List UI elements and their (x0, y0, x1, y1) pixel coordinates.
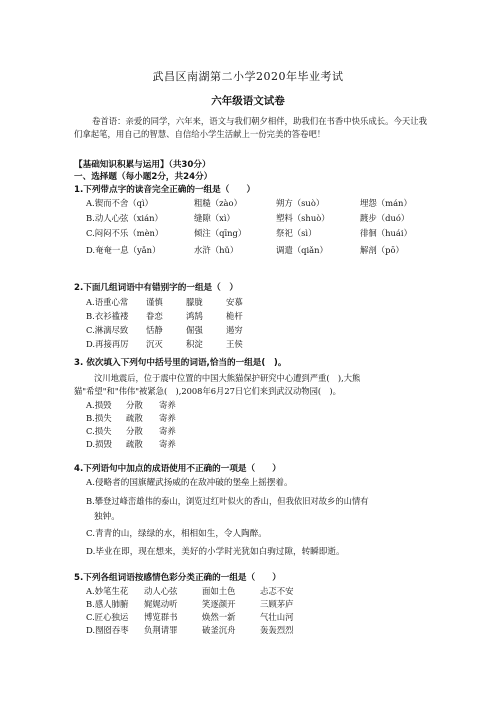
option-cell: B.动人心弦（xián） (86, 213, 163, 223)
q1-option-a (86, 198, 412, 209)
option-cell: 桅杆 (226, 311, 243, 321)
option-cell: 积淀 (186, 339, 203, 349)
option-cell: 娓娓动听 (144, 599, 178, 609)
exam-title: 武昌区南湖第二小学2020年毕业考试 (152, 70, 344, 83)
q4-option-d: D.毕业在即，现在想来，美好的小学时光犹如白驹过隙，转瞬即逝。 (86, 547, 345, 557)
option-cell: 焕然一新 (202, 612, 236, 622)
option-cell: B.衣衫褴褛 (86, 311, 129, 321)
q5-option-d (86, 625, 294, 636)
q1-option-b (86, 213, 409, 224)
option-cell: 水浒（hǔ） (194, 245, 239, 255)
option-cell: 徘徊（huái） (360, 228, 412, 238)
option-cell: 笑逐颜开 (202, 599, 236, 609)
option-cell: 动人心弦 (144, 586, 178, 596)
option-cell: C.损失 (86, 426, 112, 436)
option-cell: C.匠心独运 (86, 612, 129, 622)
option-cell: 寄养 (159, 426, 176, 436)
section-heading: 【基础知识积累与运用】（共30分） (74, 160, 211, 170)
q4-option-b-line-1: B.攀登过峰峦雄伟的泰山，浏览过红叶似火的香山，但我依旧对故乡的山情有 (86, 496, 369, 506)
option-cell: 朔方（suò） (276, 198, 325, 208)
q5-option-b (86, 599, 294, 610)
option-cell: 面如土色 (202, 586, 236, 596)
choice-section-heading: 一、选择题（每小题2分，共24分） (74, 172, 213, 182)
option-cell: C.淋漓尽致 (86, 325, 129, 335)
option-cell: 负荆请罪 (144, 625, 178, 635)
option-cell: 倾注（qīng） (194, 228, 247, 238)
option-cell: 气壮山河 (260, 612, 294, 622)
option-cell: 调遣（qiǎn） (276, 245, 328, 255)
option-cell: 破釜沉舟 (202, 625, 236, 635)
option-cell: A.锲而不舍（qì） (86, 198, 153, 208)
q2-option-c (86, 325, 243, 336)
option-cell: B.损失 (86, 413, 112, 423)
q2-option-a (86, 297, 243, 308)
intro-paragraph: 卷首语：亲爱的同学，六年来，语文与我们朝夕相伴，助我们在书香中快乐成长。今天让我们拿起笔，用自己的智慧、自信给小学生活献上一份完美的答卷吧！ (74, 116, 427, 139)
option-cell: 眷恋 (146, 311, 163, 321)
option-cell: 博览群书 (144, 612, 178, 622)
q4-option-a: A.侵略者的国旗耀武扬威的在敌冲破的堡垒上摇摆着。 (86, 478, 293, 488)
option-cell: 踱步（duó） (360, 213, 410, 223)
q1-option-c (86, 228, 412, 239)
q1-option-d (86, 245, 404, 256)
q4-option-c: C.青青的山，绿绿的水，相相如生，令人陶醉。 (86, 529, 267, 539)
option-cell: 塑料（shuò） (276, 213, 330, 223)
option-cell: 疏散 (126, 439, 143, 449)
option-cell: 鸿鹄 (186, 311, 203, 321)
option-cell: C.闷闷不乐（mèn） (86, 228, 164, 238)
option-cell: 朦胧 (186, 297, 203, 307)
q3-option-c (86, 426, 176, 437)
option-cell: 恬静 (146, 325, 163, 335)
q3-passage-line-1: 汶川地震后，位于震中位置的中国大熊猫保护研究中心遭到严重( ),大熊 (94, 373, 361, 383)
q4-stem: 4.下列语句中加点的成语使用不正确的一项是（ ） (74, 464, 281, 474)
option-cell: 沉灭 (146, 339, 163, 349)
option-cell: B.感人肺腑 (86, 599, 129, 609)
option-cell: 寄养 (159, 400, 176, 410)
option-cell: D.奄奄一息（yǎn） (86, 245, 161, 255)
q5-stem: 5.下列各组词语按感情色彩分类正确的一组是（ ） (74, 573, 281, 583)
q5-option-a (86, 586, 294, 597)
option-cell: 轰轰烈烈 (260, 625, 294, 635)
option-cell: 分散 (126, 426, 143, 436)
option-cell: A.损毁 (86, 400, 112, 410)
option-cell: 三顾茅庐 (260, 599, 294, 609)
option-cell: 王侯 (226, 339, 243, 349)
option-cell: D.再接再厉 (86, 339, 129, 349)
q4-option-b-line-2: 独钟。 (94, 512, 120, 522)
q2-stem: 2.下面几组词语中有错别字的一组是（ ） (74, 283, 238, 293)
option-cell: 安慕 (226, 297, 243, 307)
option-cell: A.妙笔生花 (86, 586, 129, 596)
option-cell: 埋怨（mán） (360, 198, 412, 208)
option-cell: 寄养 (159, 413, 176, 423)
option-cell: 寄养 (159, 439, 176, 449)
option-cell: 分散 (126, 400, 143, 410)
option-cell: 粗糙（zào） (194, 198, 242, 208)
option-cell: 解剖（pō） (360, 245, 404, 255)
option-cell: 倔强 (186, 325, 203, 335)
q3-option-a (86, 400, 176, 411)
option-cell: 谨慎 (146, 297, 163, 307)
q5-option-c (86, 612, 294, 623)
option-cell: 疏散 (126, 413, 143, 423)
option-cell: 祭祀（sì） (276, 228, 317, 238)
q3-passage-line-2: 猫"希望"和"伟伟"被紧急( ),2008年6月27日它们来到武汉动物园( )。 (74, 386, 341, 396)
option-cell: D.损毁 (86, 439, 112, 449)
q3-option-b (86, 413, 176, 424)
q2-option-d (86, 339, 243, 350)
q1-stem: 1.下列带点字的读音完全正确的一组是（ ） (74, 185, 256, 195)
option-cell: D.囫囵吞枣 (86, 625, 129, 635)
option-cell: 缝隙（xì） (194, 213, 235, 223)
paper-title: 六年级语文试卷 (211, 95, 285, 107)
q3-stem: 3. 依次填入下列句中括号里的词语,恰当的一组是( )。 (74, 358, 287, 368)
option-cell: A.语重心常 (86, 297, 129, 307)
q3-option-d (86, 439, 176, 450)
option-cell: 遏穷 (226, 325, 243, 335)
option-cell: 忐忑不安 (260, 586, 294, 596)
q2-option-b (86, 311, 243, 322)
